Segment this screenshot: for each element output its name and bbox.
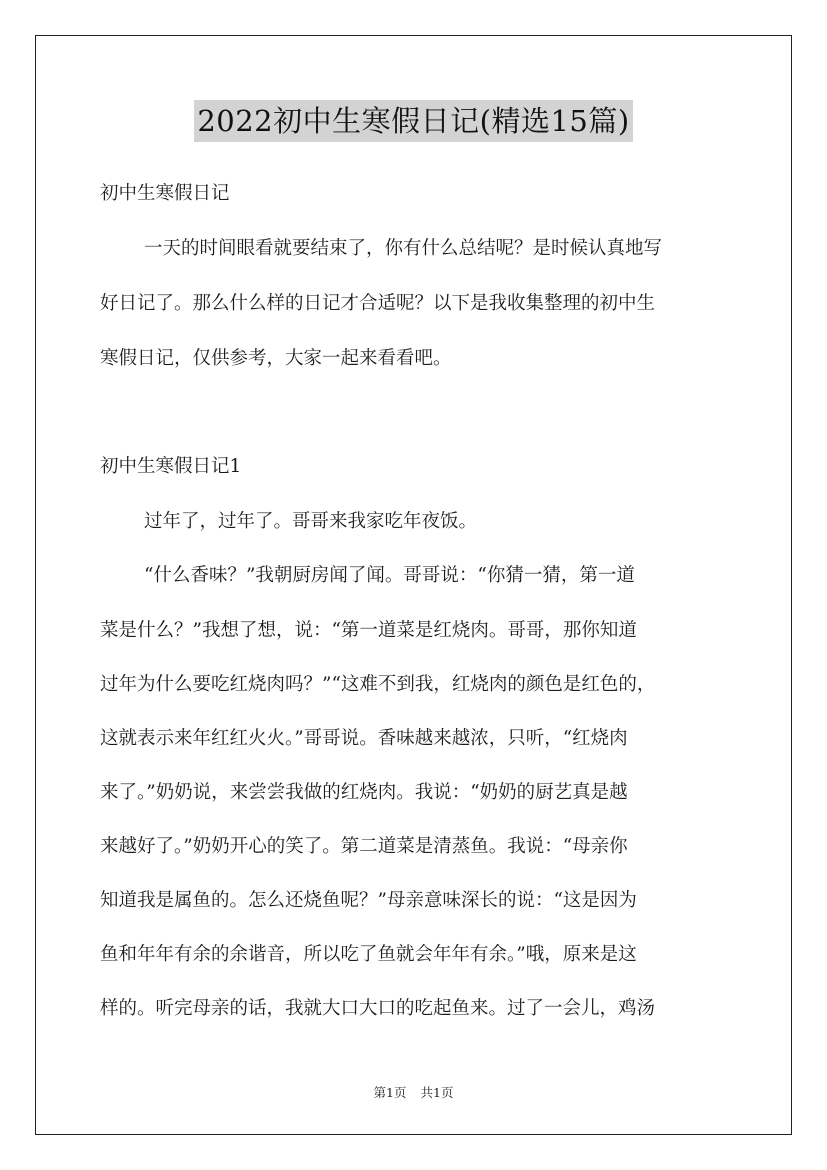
body-line: 菜是什么？”我想了想，说：“第一道菜是红烧肉。哥哥，那你知道 <box>100 620 637 641</box>
document-title: 2022初中生寒假日记(精选15篇) <box>194 100 632 142</box>
body-line: 过年了，过年了。哥哥来我家吃年夜饭。 <box>144 511 478 532</box>
body-line: “什么香味？”我朝厨房闻了闻。哥哥说：“你猜一猜，第一道 <box>144 565 635 586</box>
intro-line: 寒假日记，仅供参考，大家一起来看看吧。 <box>100 348 452 369</box>
title-container <box>0 100 827 142</box>
body-line: 这就表示来年红红火火。”哥哥说。香味越来越浓，只听，“红烧肉 <box>100 728 628 749</box>
body-line: 来了。”奶奶说，来尝尝我做的红烧肉。我说：“奶奶的厨艺真是越 <box>100 782 628 803</box>
intro-line: 好日记了。那么什么样的日记才合适呢？以下是我收集整理的初中生 <box>100 293 656 314</box>
page-total: 共1页 <box>420 1085 454 1100</box>
body-line: 样的。听完母亲的话，我就大口大口的吃起鱼来。过了一会儿，鸡汤 <box>100 998 656 1019</box>
body-line: 来越好了。”奶奶开心的笑了。第二道菜是清蒸鱼。我说：“母亲你 <box>100 836 628 857</box>
intro-line: 一天的时间眼看就要结束了，你有什么总结呢？是时候认真地写 <box>144 238 663 259</box>
body-line: 鱼和年年有余的余谐音，所以吃了鱼就会年年有余。”哦，原来是这 <box>100 944 637 965</box>
body-line: 过年为什么要吃红烧肉吗？”“这难不到我，红烧肉的颜色是红色的， <box>100 674 656 695</box>
body-line: 知道我是属鱼的。怎么还烧鱼呢？”母亲意味深长的说：“这是因为 <box>100 890 637 911</box>
section-heading: 初中生寒假日记1 <box>100 456 242 477</box>
page-number: 第1页 <box>373 1085 407 1100</box>
intro-heading: 初中生寒假日记 <box>100 183 230 204</box>
page-footer <box>0 1085 827 1101</box>
